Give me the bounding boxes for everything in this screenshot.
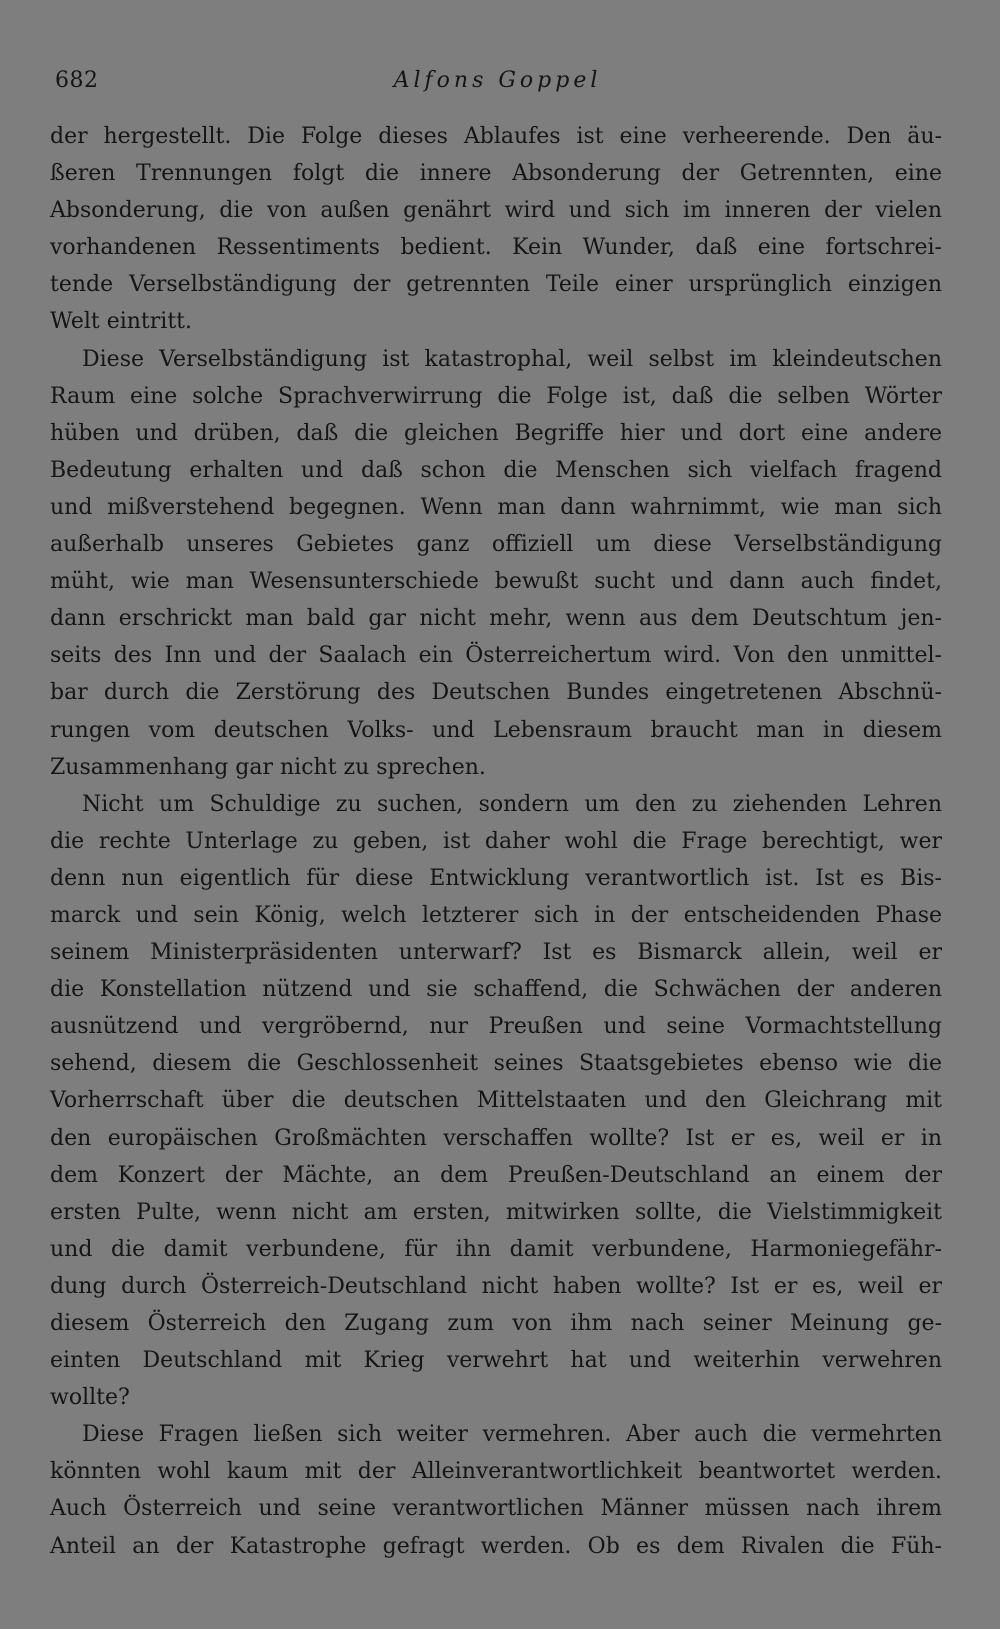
text-line: Zusammenhang gar nicht zu sprechen.	[50, 754, 486, 780]
text-line: Auch Österreich und seine verantwortlichen Männer müssen nach ihrem	[50, 1496, 942, 1522]
running-head: Alfons Goppel	[393, 68, 602, 93]
text-line: ersten Pulte, wenn nicht am ersten, mitwirken sollte, die Vielstimmigkeit	[50, 1199, 942, 1225]
text-line: außerhalb unseres Gebietes ganz offiziell um diese Verselbständigung	[50, 532, 942, 558]
text-line: sehend, diesem die Geschlossenheit seines Staatsgebietes ebenso wie die	[50, 1051, 942, 1077]
paragraph	[50, 341, 942, 786]
text-line: Vorherrschaft über die deutschen Mittelstaaten und den Gleichrang mit	[50, 1088, 942, 1114]
paragraph	[50, 1416, 942, 1564]
text-line: Absonderung, die von außen genährt wird und sich im inneren der vielen	[50, 198, 942, 224]
page-header	[55, 68, 940, 102]
text-line: denn nun eigentlich für diese Entwicklung verantwortlich ist. Ist es Bis-	[50, 865, 942, 891]
text-line: Raum eine solche Sprachverwirrung die Folge ist, daß die selben Wörter	[50, 383, 942, 409]
paragraph	[50, 786, 942, 1417]
text-line: dann erschrickt man bald gar nicht mehr, wenn aus dem Deutschtum jen-	[50, 606, 942, 632]
text-line: dem Konzert der Mächte, an dem Preußen-Deutschland an einem der	[50, 1162, 942, 1188]
text-line: seits des Inn und der Saalach ein Österreichertum wird. Von den unmittel-	[50, 643, 942, 669]
text-line: Diese Verselbständigung ist katastrophal, weil selbst im kleindeutschen	[82, 346, 942, 372]
text-line: vorhandenen Ressentiments bedient. Kein Wunder, daß eine fortschrei-	[50, 235, 942, 261]
text-line: müht, wie man Wesensunterschiede bewußt sucht und dann auch findet,	[50, 569, 942, 595]
text-line: Anteil an der Katastrophe gefragt werden. Ob es dem Rivalen die Füh-	[50, 1533, 942, 1559]
text-line: die rechte Unterlage zu geben, ist daher wohl die Frage berechtigt, wer	[50, 828, 942, 854]
text-line: dung durch Österreich-Deutschland nicht haben wollte? Ist er es, weil er	[50, 1273, 942, 1299]
text-line: und die damit verbundene, für ihn damit verbundene, Harmoniegefähr-	[50, 1236, 942, 1262]
text-line: einten Deutschland mit Krieg verwehrt hat und weiterhin verwehren	[50, 1348, 942, 1374]
text-line: bar durch die Zerstörung des Deutschen Bundes eingetretenen Abschnü-	[50, 680, 942, 706]
text-line: Diese Fragen ließen sich weiter vermehren. Aber auch die vermehrten	[82, 1422, 942, 1448]
page-number: 682	[55, 68, 99, 93]
text-line: könnten wohl kaum mit der Alleinverantwortlichkeit beantwortet werden.	[50, 1459, 942, 1485]
paragraph	[50, 118, 942, 341]
text-line: wollte?	[50, 1385, 130, 1411]
text-line: und mißverstehend begegnen. Wenn man dann wahrnimmt, wie man sich	[50, 494, 942, 520]
text-line: Nicht um Schuldige zu suchen, sondern um den zu ziehenden Lehren	[82, 791, 942, 817]
text-line: der hergestellt. Die Folge dieses Ablaufes ist eine verheerende. Den äu-	[50, 124, 942, 149]
text-line: ßeren Trennungen folgt die innere Absonderung der Getrennten, eine	[50, 161, 942, 187]
text-line: diesem Österreich den Zugang zum von ihm nach seiner Meinung ge-	[50, 1311, 942, 1336]
text-line: Welt eintritt.	[50, 309, 193, 335]
text-line: tende Verselbständigung der getrennten Teile einer ursprünglich einzigen	[50, 272, 942, 298]
text-line: rungen vom deutschen Volks- und Lebensraum braucht man in diesem	[50, 717, 942, 743]
text-line: Bedeutung erhalten und daß schon die Menschen sich vielfach fragend	[50, 457, 942, 483]
text-line: marck und sein König, welch letzterer sich in der entscheidenden Phase	[50, 902, 942, 928]
text-line: den europäischen Großmächten verschaffen wollte? Ist er es, weil er in	[50, 1125, 942, 1151]
text-line: hüben und drüben, daß die gleichen Begriffe hier und dort eine andere	[50, 420, 942, 446]
text-line: die Konstellation nützend und sie schaffend, die Schwächen der anderen	[50, 977, 942, 1003]
text-line: ausnützend und vergröbernd, nur Preußen und seine Vormachtstellung	[50, 1014, 942, 1040]
text-line: seinem Ministerpräsidenten unterwarf? Ist es Bismarck allein, weil er	[50, 940, 942, 966]
body-text	[50, 118, 942, 1565]
